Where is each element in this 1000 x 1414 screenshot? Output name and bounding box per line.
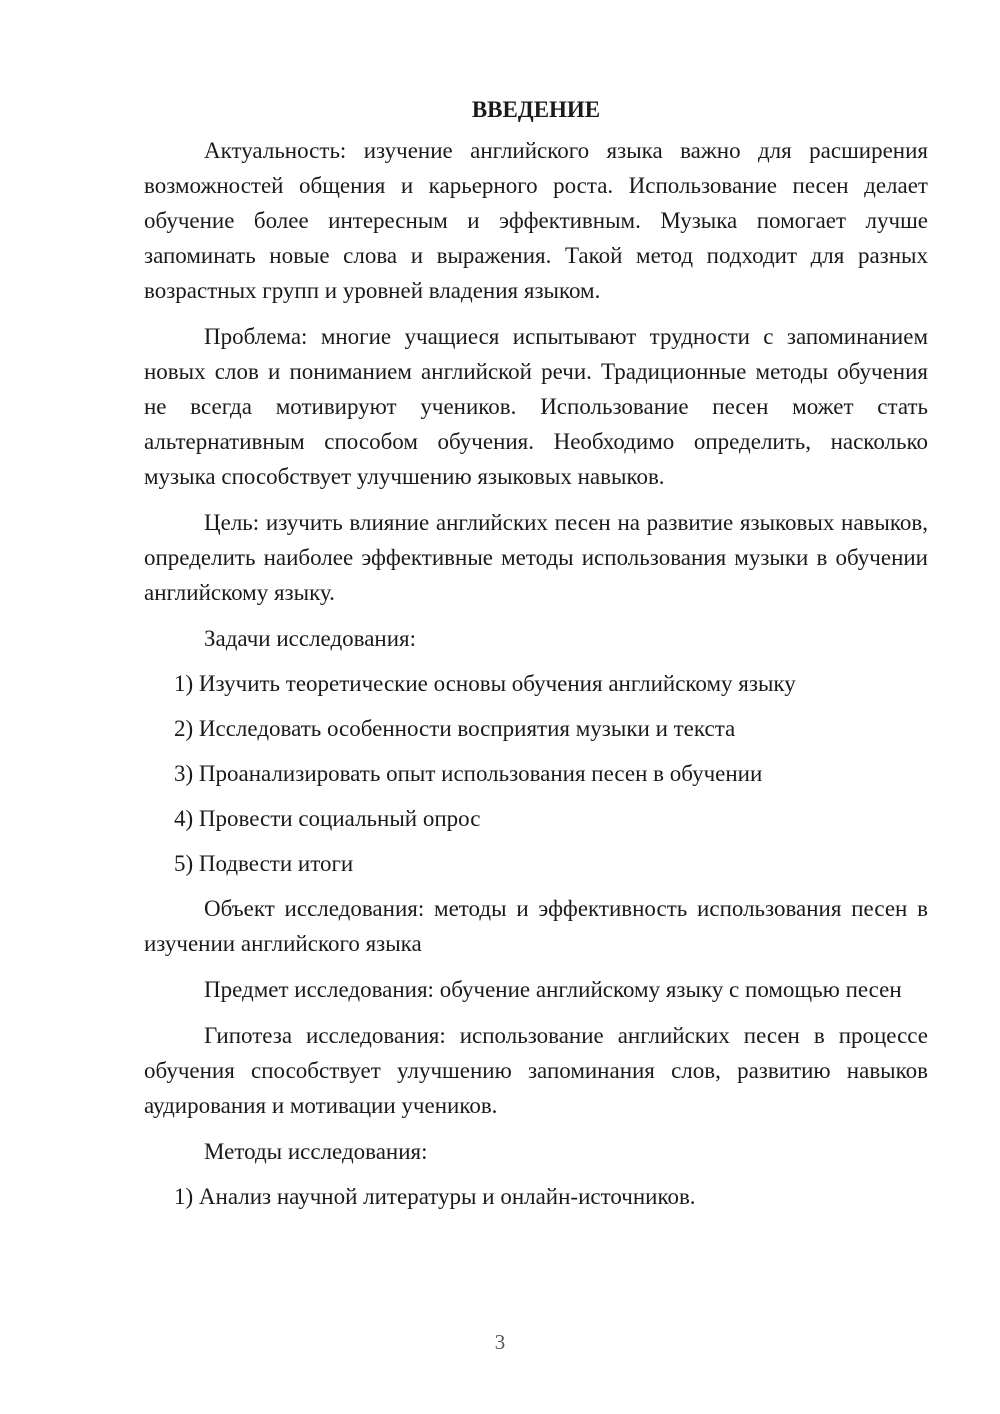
list-item: 1) Анализ научной литературы и онлайн-источников. <box>174 1184 696 1209</box>
list-item: 3) Проанализировать опыт использования песен в обучении <box>174 761 763 786</box>
list-item: 4) Провести социальный опрос <box>174 806 481 831</box>
object-paragraph: Объект исследования: методы и эффективность использования песен в изучении английского языка <box>144 896 928 956</box>
methods-heading: Методы исследования: <box>204 1139 428 1164</box>
problem-paragraph: Проблема: многие учащиеся испытывают трудности с запоминанием новых слов и пониманием английской речи. Традиционные методы обучения не всегда мотивируют учеников. Использование песен может стать альтернативным способом обучения. Необходимо определить, насколько музыка способствует улучшению языковых навыков. <box>144 324 928 489</box>
subject-paragraph: Предмет исследования: обучение английскому языку с помощью песен <box>204 977 902 1002</box>
page-title: ВВЕДЕНИЕ <box>471 97 601 122</box>
goal-paragraph: Цель: изучить влияние английских песен на развитие языковых навыков, определить наиболее эффективные методы использования музыки в обучении английскому языку. <box>144 510 928 605</box>
document-page <box>144 92 928 1224</box>
relevance-paragraph: Актуальность: изучение английского языка важно для расширения возможностей общения и карьерного роста. Использование песен делает обучение более интересным и эффективным. Музыка помогает лучше запоминать новые слова и выражения. Такой метод подходит для разных возрастных групп и уровней владения языком. <box>144 138 928 303</box>
tasks-heading: Задачи исследования: <box>204 626 417 651</box>
methods-list <box>144 1179 928 1214</box>
hypothesis-paragraph: Гипотеза исследования: использование английских песен в процессе обучения способствует улучшению запоминания слов, развитию навыков аудирования и мотивации учеников. <box>144 1023 928 1118</box>
page-number: 3 <box>494 1330 506 1354</box>
list-item: 2) Исследовать особенности восприятия музыки и текста <box>174 716 736 741</box>
list-item: 1) Изучить теоретические основы обучения английскому языку <box>174 671 796 696</box>
list-item: 5) Подвести итоги <box>174 851 354 876</box>
tasks-list <box>144 666 928 881</box>
